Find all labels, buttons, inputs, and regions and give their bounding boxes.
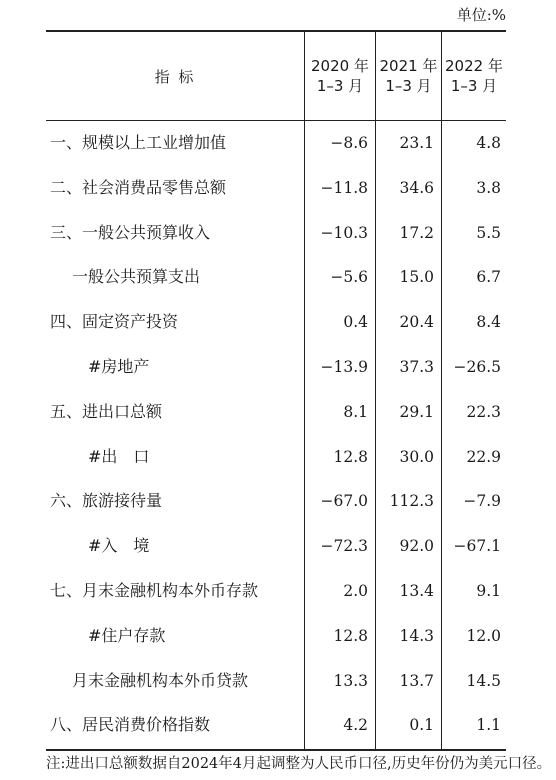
- value-2021: 13.7: [399, 671, 434, 690]
- value-2020: 12.8: [333, 626, 368, 645]
- value-2021: 29.1: [399, 402, 434, 421]
- row-label: 四、固定资产投资: [50, 312, 179, 332]
- row-label: #住户存款: [88, 625, 166, 645]
- value-2020: 12.8: [333, 447, 368, 466]
- footnote: 注:进出口总额数据自2024年4月起调整为人民币口径,历史年份仍为美元口径。: [46, 756, 552, 772]
- table-row: [46, 166, 506, 211]
- value-2020: −5.6: [330, 268, 368, 287]
- value-2022: 8.4: [476, 313, 501, 332]
- column-header-period: 1–3 月: [316, 77, 364, 95]
- table-body: [46, 121, 506, 748]
- value-2022: 4.8: [476, 134, 501, 152]
- column-header-period: 1–3 月: [385, 77, 432, 95]
- value-2021: 15.0: [399, 268, 434, 287]
- table-header: [46, 32, 506, 121]
- value-2021: 37.3: [399, 357, 434, 376]
- row-label: #房地产: [88, 356, 150, 376]
- indicator-header: [46, 32, 304, 120]
- value-2022: 3.8: [476, 178, 501, 197]
- value-2020: −72.3: [320, 537, 368, 556]
- column-header-year: 2022 年: [445, 57, 503, 75]
- table-row: [46, 659, 506, 704]
- value-2021: 14.3: [399, 626, 434, 645]
- value-2022: 22.9: [466, 447, 501, 466]
- table-row: [46, 703, 506, 748]
- column-header-period: 1–3 月: [450, 77, 498, 95]
- value-2021: 17.2: [399, 223, 434, 242]
- value-2021: 112.3: [389, 492, 434, 511]
- column-header-2020: [305, 32, 375, 120]
- value-2021: 30.0: [399, 447, 434, 466]
- value-2022: 5.5: [476, 223, 501, 242]
- statistics-table: [46, 30, 506, 751]
- value-2020: −67.0: [320, 492, 368, 511]
- table-row: [46, 121, 506, 166]
- value-2021: 13.4: [399, 581, 434, 600]
- value-2022: 6.7: [476, 268, 501, 287]
- table-row: [46, 390, 506, 435]
- row-label: 三、一般公共预算收入: [50, 222, 211, 242]
- value-2021: 20.4: [399, 313, 434, 332]
- table-row: [46, 255, 506, 300]
- value-2022: −67.1: [453, 537, 501, 556]
- value-2020: 0.4: [343, 313, 368, 332]
- value-2020: 13.3: [333, 671, 368, 690]
- value-2022: 9.1: [476, 581, 501, 600]
- column-header-2021: [376, 32, 441, 120]
- value-2020: −11.8: [320, 178, 368, 197]
- table-row: [46, 569, 506, 614]
- value-2020: −13.9: [320, 357, 368, 376]
- value-2022: 14.5: [466, 671, 501, 690]
- value-2022: 12.0: [466, 626, 501, 645]
- row-label: 二、社会消费品零售总额: [50, 177, 227, 197]
- row-label: 六、旅游接待量: [50, 491, 163, 511]
- table-row: [46, 300, 506, 345]
- value-2021: 23.1: [399, 134, 434, 152]
- row-label: 七、月末金融机构本外币存款: [50, 580, 259, 600]
- row-label: 一、规模以上工业增加值: [50, 133, 227, 152]
- table-row: [46, 479, 506, 524]
- row-label: #出 口: [88, 446, 150, 466]
- value-2020: 4.2: [343, 716, 368, 735]
- table-row: [46, 524, 506, 569]
- value-2022: −26.5: [453, 357, 501, 376]
- value-2022: 1.1: [476, 716, 501, 735]
- value-2022: −7.9: [463, 492, 501, 511]
- row-label: 八、居民消费价格指数: [50, 715, 211, 735]
- unit-label: 单位:%: [456, 6, 506, 24]
- row-label: 五、进出口总额: [50, 401, 163, 421]
- value-2020: 2.0: [343, 581, 368, 600]
- value-2020: −8.6: [330, 134, 368, 152]
- column-header-2022: [442, 32, 506, 120]
- value-2021: 0.1: [409, 716, 434, 735]
- table-row: [46, 345, 506, 390]
- table-row: [46, 614, 506, 659]
- value-2022: 22.3: [466, 402, 501, 421]
- row-label: 月末金融机构本外币贷款: [72, 670, 249, 690]
- column-header-year: 2021 年: [379, 57, 438, 75]
- table-row: [46, 435, 506, 480]
- value-2021: 92.0: [399, 537, 434, 556]
- value-2021: 34.6: [399, 178, 434, 197]
- value-2020: −10.3: [320, 223, 368, 242]
- value-2020: 8.1: [343, 402, 368, 421]
- indicator-header-label: 指 标: [154, 67, 196, 86]
- row-label: 一般公共预算支出: [72, 267, 201, 287]
- column-header-year: 2020 年: [311, 57, 369, 75]
- table-row: [46, 211, 506, 256]
- row-label: #入 境: [88, 536, 150, 556]
